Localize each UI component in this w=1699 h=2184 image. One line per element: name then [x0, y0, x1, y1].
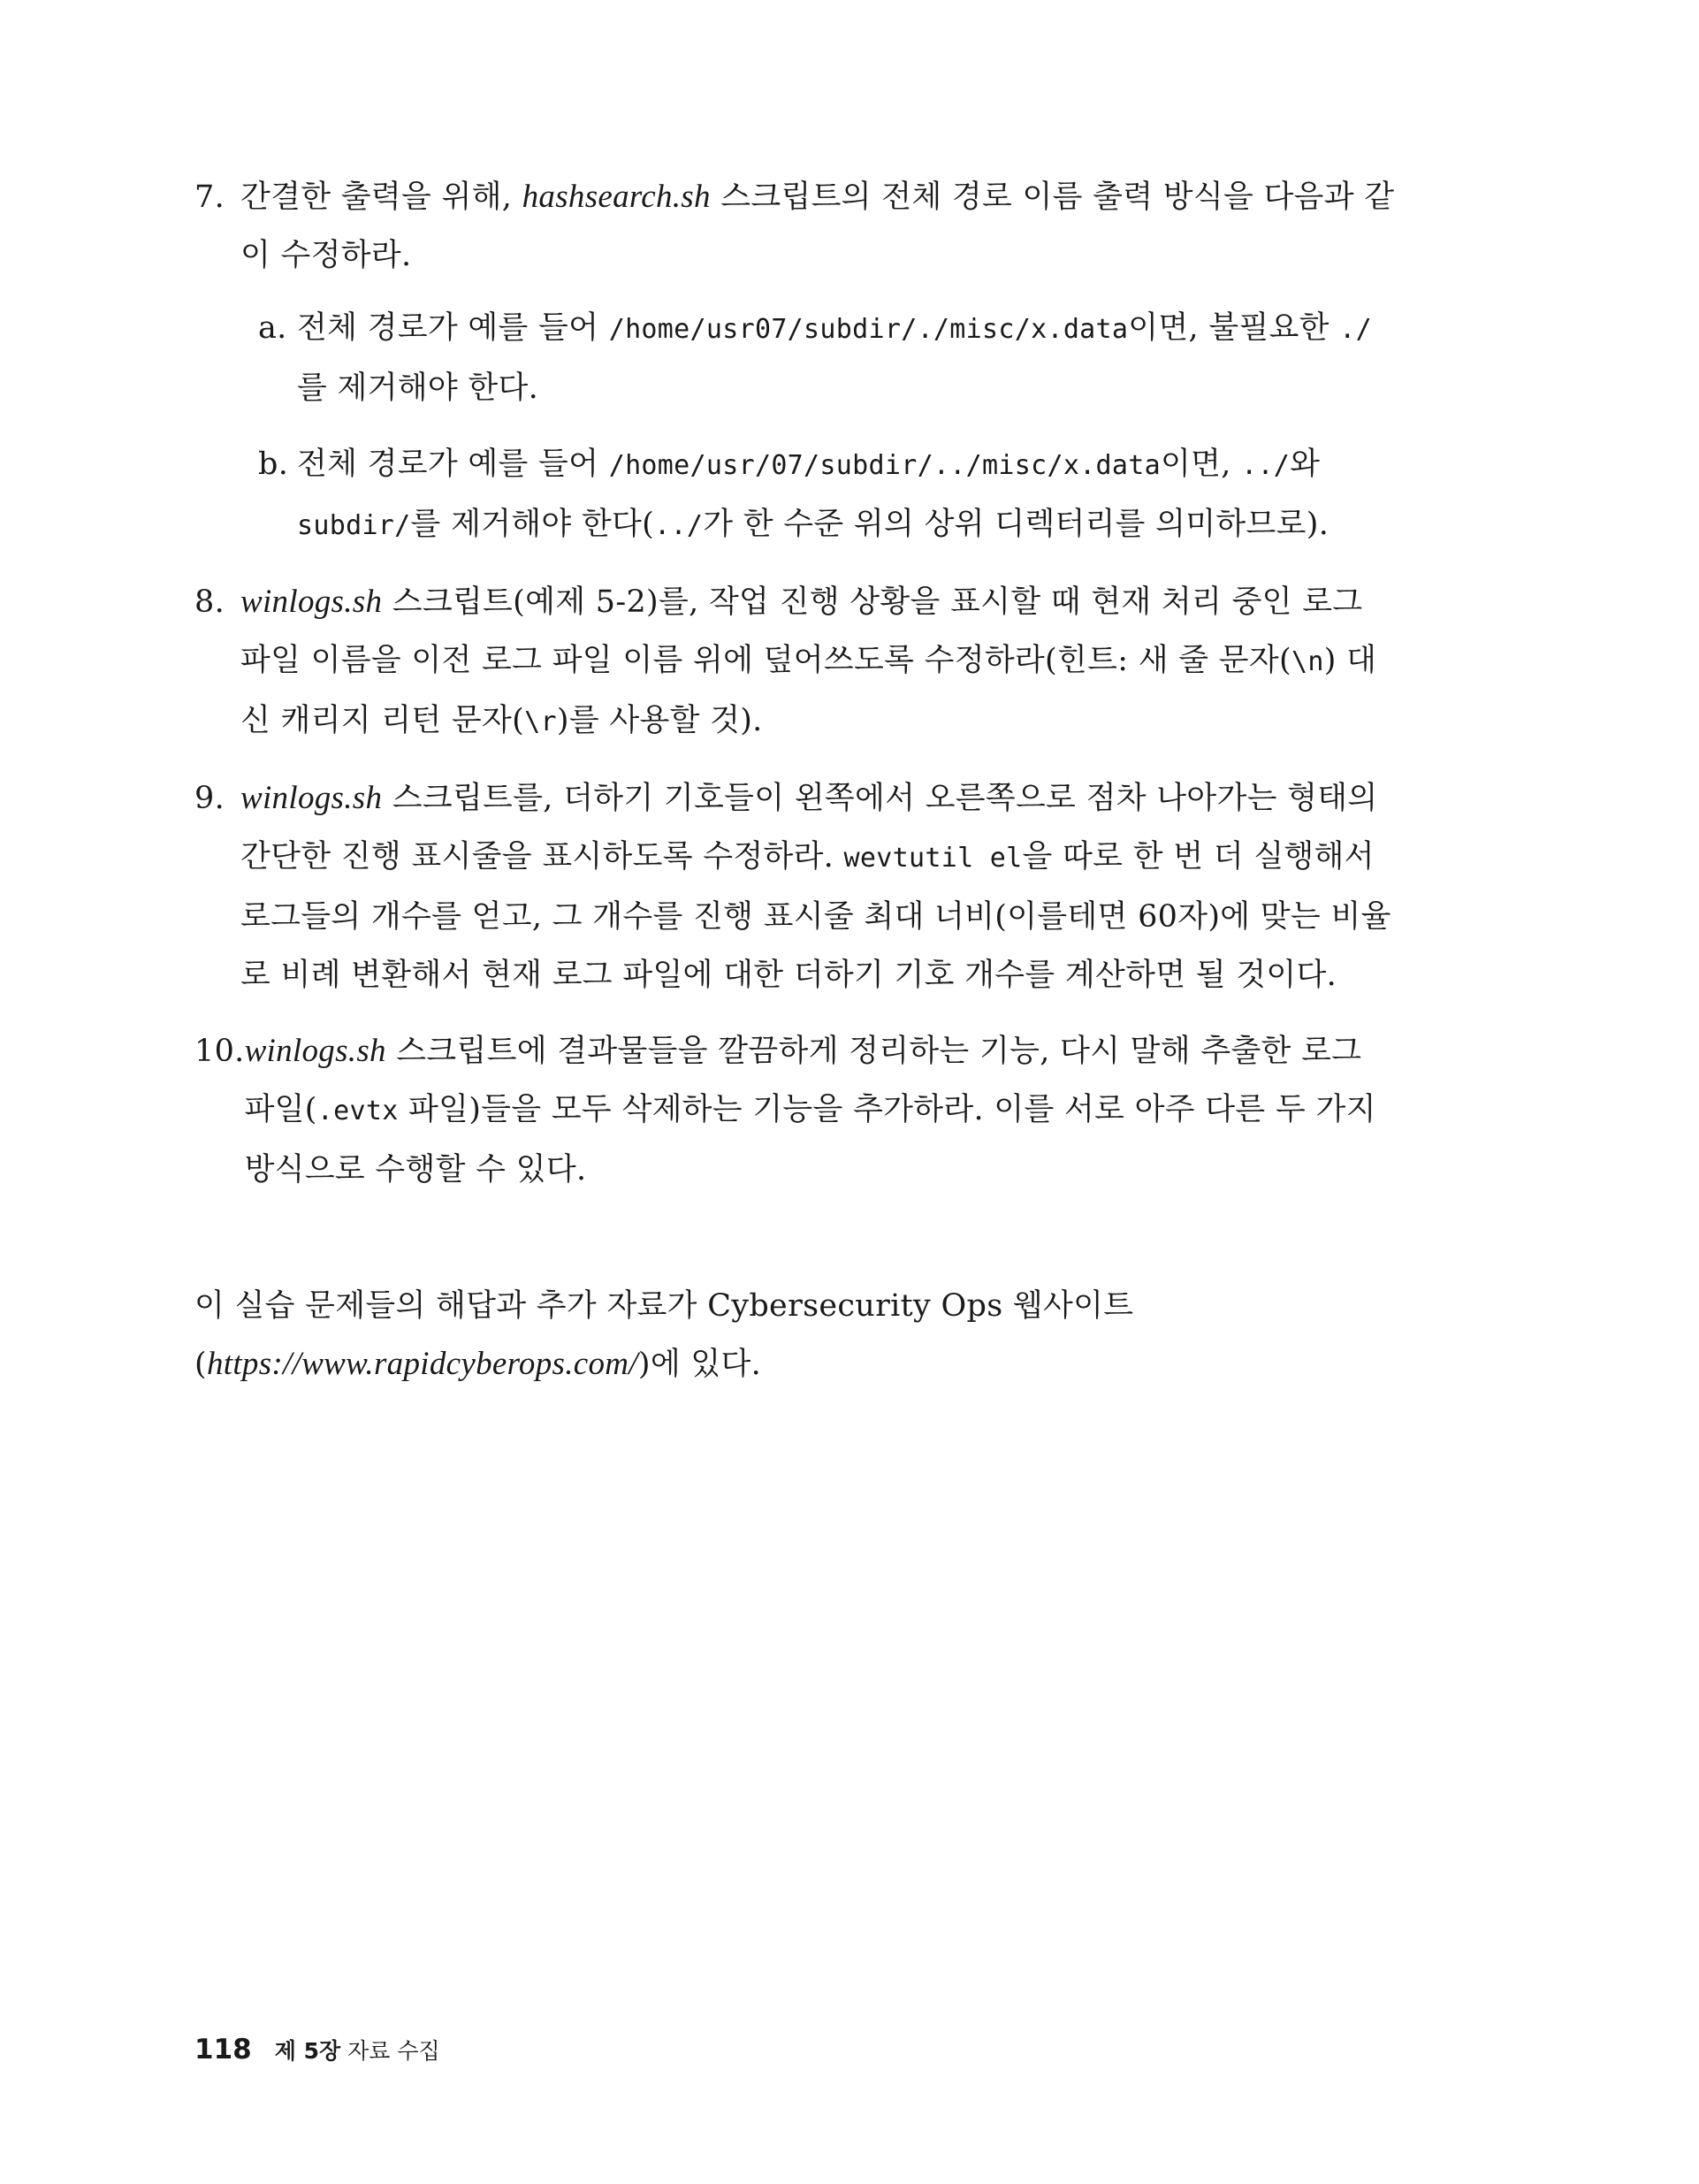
- code-snippet: \r: [524, 706, 557, 737]
- text-span: 간결한 출력을 위해,: [240, 179, 522, 215]
- exercise-7b: [258, 435, 1397, 555]
- sub-text: [297, 435, 1397, 555]
- page-number: 118: [194, 2034, 252, 2066]
- text-span: 스크립트에 결과물들을 깔끔하게 정리하는 기능, 다시 말해 추출한 로그 파일(: [244, 1034, 1362, 1127]
- text-span: )를 사용할 것).: [556, 703, 763, 738]
- code-snippet: ../: [654, 510, 704, 541]
- exercise-8: [194, 573, 1397, 752]
- text-span: ) 대신 캐리지 리턴 문자(: [240, 643, 1377, 738]
- text-span: 를 제거해야 한다(: [410, 507, 655, 542]
- code-path: /home/usr/07/subdir/../misc/x.data: [608, 450, 1161, 481]
- text-span: 전체 경로가 예를 들어: [297, 447, 609, 482]
- exercise-7: [194, 168, 1397, 285]
- exercise-text: [240, 168, 1397, 285]
- exercise-text: [240, 573, 1397, 752]
- text-span: 가 한 수준 위의 상위 디렉터리를 의미하므로).: [703, 507, 1329, 542]
- text-span: 를 제거해야 한다.: [297, 370, 539, 406]
- text-span: 스크립트의 전체 경로 이름 출력 방식을 다음과 같이 수정하라.: [240, 179, 1395, 273]
- text-span: 이면, 불필요한: [1128, 310, 1340, 346]
- exercise-text: [240, 769, 1397, 1004]
- code-snippet: wevtutil el: [843, 843, 1023, 874]
- exercise-7a: [258, 299, 1397, 417]
- script-name: winlogs.sh: [244, 1033, 386, 1069]
- script-name: hashsearch.sh: [522, 179, 711, 215]
- text-span: 와: [1290, 447, 1321, 482]
- exercise-text: [245, 1022, 1397, 1199]
- code-snippet: .evtx: [316, 1096, 399, 1126]
- code-snippet: subdir/: [297, 510, 411, 541]
- code-snippet: \n: [1291, 646, 1324, 677]
- chapter-title: 자료 수집: [347, 2038, 440, 2064]
- script-name: winlogs.sh: [240, 584, 383, 620]
- solutions-note: [194, 1277, 1397, 1394]
- text-span: 파일)들을 모두 삭제하는 기능을 추가하라. 이를 서로 아주 다른 두 가지 방식으로 수행할 수 있다.: [244, 1092, 1376, 1187]
- text-span: 스크립트(예제 5-2)를, 작업 진행 상황을 표시할 때 현재 처리 중인 로그 파일 이름을 이전 로그 파일 이름 위에 덮어쓰도록 수정하라(힌트: 새 줄 문자(: [240, 584, 1363, 678]
- text-span: 이면,: [1161, 447, 1242, 482]
- exercise-10: [194, 1022, 1397, 1199]
- exercise-9: [194, 769, 1397, 1004]
- text-span: 전체 경로가 예를 들어: [297, 310, 609, 346]
- sub-label: a.: [258, 310, 287, 346]
- website-url[interactable]: https://www.rapidcyberops.com/: [206, 1346, 638, 1382]
- exercise-number: 10.: [194, 1034, 245, 1069]
- sub-label: b.: [258, 447, 289, 482]
- exercise-number: 9.: [194, 781, 225, 816]
- script-name: winlogs.sh: [240, 780, 383, 816]
- chapter-heading: [275, 2034, 440, 2066]
- chapter-label: 제 5장: [274, 2038, 341, 2064]
- exercise-section: [194, 168, 1397, 1394]
- sub-text: [297, 299, 1397, 417]
- text-span: 을 따로 한 번 더 실행해서 로그들의 개수를 얻고, 그 개수를 진행 표시줄 최대 너비(이를테면 60자)에 맞는 비율로 비례 변환해서 현재 로그 파일에 대한 더하기 기호 개수를 계산하면 될 것이다.: [240, 839, 1391, 993]
- code-snippet: ../: [1241, 450, 1291, 481]
- exercise-number: 8.: [194, 584, 225, 620]
- code-snippet: ./: [1339, 314, 1372, 345]
- text-span: 스크립트를, 더하기 기호들이 왼쪽에서 오른쪽으로 점차 나아가는 형태의 간단한 진행 표시줄을 표시하도록 수정하라.: [240, 781, 1378, 874]
- page-footer: [194, 2034, 440, 2066]
- exercise-number: 7.: [194, 179, 225, 215]
- text-span: 이 실습 문제들의 해답과 추가 자료가 Cybersecurity Ops 웹사이트(: [194, 1288, 1134, 1382]
- text-span: )에 있다.: [637, 1347, 762, 1382]
- code-path: /home/usr07/subdir/./misc/x.data: [608, 314, 1129, 345]
